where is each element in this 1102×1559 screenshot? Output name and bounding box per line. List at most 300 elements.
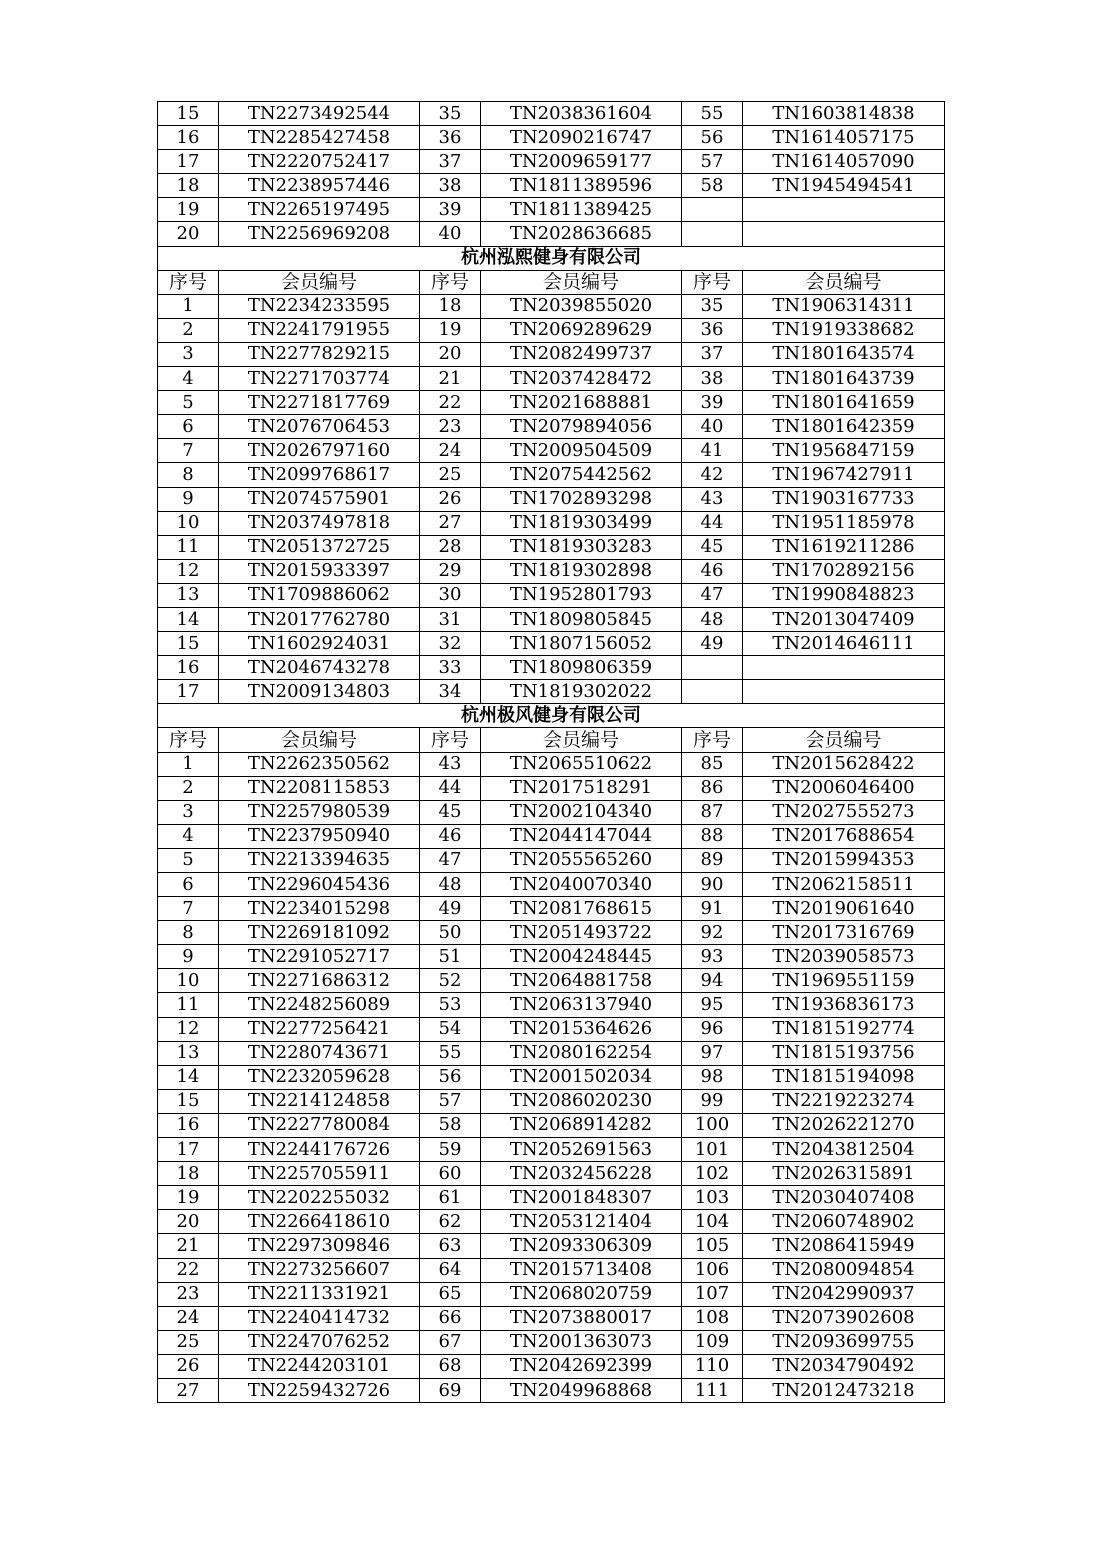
- serial-number-cell: 32: [420, 632, 481, 656]
- serial-number-cell: 12: [158, 1017, 219, 1041]
- serial-number-cell: 15: [158, 102, 219, 126]
- table-row: [158, 559, 945, 583]
- serial-number-cell: 9: [158, 487, 219, 511]
- member-id-cell: TN2034790492: [743, 1354, 945, 1378]
- member-id-cell: [743, 222, 945, 246]
- table-row: [158, 126, 945, 150]
- member-id-cell: TN1903167733: [743, 487, 945, 511]
- member-id-cell: TN2086415949: [743, 1234, 945, 1258]
- table-row: [158, 607, 945, 631]
- member-id-cell: TN1936836173: [743, 993, 945, 1017]
- serial-number-cell: 39: [420, 198, 481, 222]
- serial-number-cell: 67: [420, 1330, 481, 1354]
- table-row: [158, 391, 945, 415]
- serial-number-cell: 105: [682, 1234, 743, 1258]
- table-row: [158, 993, 945, 1017]
- member-id-cell: TN2052691563: [481, 1138, 682, 1162]
- member-id-cell: TN2009504509: [481, 439, 682, 463]
- serial-number-cell: 18: [158, 1162, 219, 1186]
- serial-number-cell: 86: [682, 776, 743, 800]
- serial-number-cell: 44: [420, 776, 481, 800]
- serial-number-cell: 36: [682, 318, 743, 342]
- serial-number-cell: 37: [420, 150, 481, 174]
- member-id-cell: TN2227780084: [219, 1113, 420, 1137]
- member-id-cell: TN2266418610: [219, 1210, 420, 1234]
- serial-number-cell: 17: [158, 1138, 219, 1162]
- serial-number-cell: 27: [420, 511, 481, 535]
- serial-number-cell: 45: [420, 800, 481, 824]
- serial-number-cell: 40: [682, 415, 743, 439]
- serial-number-cell: 9: [158, 945, 219, 969]
- table-row: [158, 1330, 945, 1354]
- table-row: [158, 776, 945, 800]
- member-id-cell: TN1906314311: [743, 294, 945, 318]
- table-row: [158, 583, 945, 607]
- serial-number-cell: 14: [158, 1065, 219, 1089]
- table-row: [158, 945, 945, 969]
- member-id-cell: TN2068914282: [481, 1113, 682, 1137]
- member-id-cell: TN2027555273: [743, 800, 945, 824]
- serial-number-header: 序号: [420, 270, 481, 294]
- serial-number-cell: 63: [420, 1234, 481, 1258]
- serial-number-cell: 13: [158, 1041, 219, 1065]
- serial-number-cell: 23: [420, 415, 481, 439]
- table-row: [158, 439, 945, 463]
- serial-number-cell: 22: [420, 391, 481, 415]
- serial-number-cell: 95: [682, 993, 743, 1017]
- serial-number-cell: 68: [420, 1354, 481, 1378]
- member-id-cell: TN2219223274: [743, 1089, 945, 1113]
- table-row: [158, 1234, 945, 1258]
- member-id-cell: TN1819303499: [481, 511, 682, 535]
- serial-number-cell: 52: [420, 969, 481, 993]
- member-id-cell: TN2248256089: [219, 993, 420, 1017]
- member-id-cell: TN2009659177: [481, 150, 682, 174]
- member-id-cell: TN2046743278: [219, 656, 420, 680]
- member-id-cell: TN1807156052: [481, 632, 682, 656]
- table-row: [158, 800, 945, 824]
- table-row: [158, 1354, 945, 1378]
- serial-number-cell: 92: [682, 921, 743, 945]
- serial-number-cell: 51: [420, 945, 481, 969]
- table-row: [158, 102, 945, 126]
- member-id-cell: TN2026221270: [743, 1113, 945, 1137]
- serial-number-cell: 111: [682, 1378, 743, 1402]
- serial-number-cell: 56: [420, 1065, 481, 1089]
- serial-number-cell: 16: [158, 656, 219, 680]
- member-id-cell: TN2017518291: [481, 776, 682, 800]
- serial-number-cell: 20: [158, 222, 219, 246]
- member-id-cell: TN2262350562: [219, 752, 420, 776]
- serial-number-cell: 65: [420, 1282, 481, 1306]
- member-id-cell: TN2030407408: [743, 1186, 945, 1210]
- table-row: [158, 752, 945, 776]
- member-id-cell: TN2093306309: [481, 1234, 682, 1258]
- serial-number-cell: 44: [682, 511, 743, 535]
- member-id-cell: TN2269181092: [219, 921, 420, 945]
- table-row: [158, 463, 945, 487]
- member-id-cell: TN1614057175: [743, 126, 945, 150]
- serial-number-cell: 90: [682, 873, 743, 897]
- serial-number-cell: 49: [682, 632, 743, 656]
- serial-number-cell: 93: [682, 945, 743, 969]
- serial-number-cell: 61: [420, 1186, 481, 1210]
- member-id-cell: TN2271686312: [219, 969, 420, 993]
- member-id-cell: TN1815193756: [743, 1041, 945, 1065]
- serial-number-cell: 97: [682, 1041, 743, 1065]
- serial-number-cell: 104: [682, 1210, 743, 1234]
- serial-number-cell: 16: [158, 1113, 219, 1137]
- serial-number-cell: 10: [158, 969, 219, 993]
- serial-number-cell: 50: [420, 921, 481, 945]
- member-id-cell: TN2040070340: [481, 873, 682, 897]
- serial-number-cell: 99: [682, 1089, 743, 1113]
- serial-number-cell: 28: [420, 535, 481, 559]
- company-name-title: 杭州泓熙健身有限公司: [158, 246, 945, 270]
- member-id-cell: TN2038361604: [481, 102, 682, 126]
- serial-number-cell: 33: [420, 656, 481, 680]
- member-id-header: 会员编号: [743, 728, 945, 752]
- member-id-cell: TN2234233595: [219, 294, 420, 318]
- serial-number-cell: 3: [158, 342, 219, 366]
- member-id-cell: TN2065510622: [481, 752, 682, 776]
- member-id-cell: TN1945494541: [743, 174, 945, 198]
- serial-number-cell: 15: [158, 1089, 219, 1113]
- serial-number-cell: 40: [420, 222, 481, 246]
- table-row: [158, 1210, 945, 1234]
- member-id-cell: TN2244176726: [219, 1138, 420, 1162]
- member-id-cell: TN2285427458: [219, 126, 420, 150]
- member-id-cell: TN2247076252: [219, 1330, 420, 1354]
- member-id-cell: TN1969551159: [743, 969, 945, 993]
- table-row: [158, 824, 945, 848]
- member-id-cell: TN2060748902: [743, 1210, 945, 1234]
- serial-number-cell: 103: [682, 1186, 743, 1210]
- member-id-cell: TN2002104340: [481, 800, 682, 824]
- table-row: [158, 1089, 945, 1113]
- table-row: [158, 1065, 945, 1089]
- serial-number-cell: 62: [420, 1210, 481, 1234]
- serial-number-cell: 102: [682, 1162, 743, 1186]
- member-id-cell: TN1815192774: [743, 1017, 945, 1041]
- member-id-cell: TN1603814838: [743, 102, 945, 126]
- member-id-cell: TN2015994353: [743, 848, 945, 872]
- member-id-cell: TN2081768615: [481, 897, 682, 921]
- serial-number-cell: 5: [158, 391, 219, 415]
- serial-number-cell: 5: [158, 848, 219, 872]
- member-id-cell: TN1702893298: [481, 487, 682, 511]
- member-id-cell: TN1967427911: [743, 463, 945, 487]
- serial-number-cell: 34: [420, 680, 481, 704]
- member-id-cell: [743, 680, 945, 704]
- member-id-cell: TN2032456228: [481, 1162, 682, 1186]
- member-id-cell: TN2093699755: [743, 1330, 945, 1354]
- member-id-cell: TN2241791955: [219, 318, 420, 342]
- member-id-cell: TN2240414732: [219, 1306, 420, 1330]
- column-header-row: [158, 270, 945, 294]
- member-id-cell: TN2213394635: [219, 848, 420, 872]
- serial-number-cell: 55: [682, 102, 743, 126]
- member-id-header: 会员编号: [219, 270, 420, 294]
- member-id-header: 会员编号: [219, 728, 420, 752]
- serial-number-cell: 1: [158, 752, 219, 776]
- member-id-cell: TN2271817769: [219, 391, 420, 415]
- member-id-cell: TN2080094854: [743, 1258, 945, 1282]
- member-id-cell: TN2017316769: [743, 921, 945, 945]
- serial-number-cell: 60: [420, 1162, 481, 1186]
- table-row: [158, 897, 945, 921]
- serial-number-cell: 57: [682, 150, 743, 174]
- serial-number-cell: 14: [158, 607, 219, 631]
- serial-number-cell: 48: [682, 607, 743, 631]
- member-id-cell: TN1819303283: [481, 535, 682, 559]
- table-row: [158, 535, 945, 559]
- serial-number-header: 序号: [682, 728, 743, 752]
- member-id-cell: TN2019061640: [743, 897, 945, 921]
- member-id-cell: TN2265197495: [219, 198, 420, 222]
- serial-number-cell: 106: [682, 1258, 743, 1282]
- section-title-row: [158, 246, 945, 270]
- serial-number-cell: 53: [420, 993, 481, 1017]
- serial-number-cell: 41: [682, 439, 743, 463]
- member-id-header: 会员编号: [481, 728, 682, 752]
- member-id-cell: TN2042692399: [481, 1354, 682, 1378]
- member-id-cell: TN2244203101: [219, 1354, 420, 1378]
- serial-number-cell: 69: [420, 1378, 481, 1402]
- serial-number-cell: 21: [420, 367, 481, 391]
- member-id-cell: TN2271703774: [219, 367, 420, 391]
- serial-number-cell: 8: [158, 463, 219, 487]
- serial-number-cell: 43: [420, 752, 481, 776]
- member-id-cell: TN1819302898: [481, 559, 682, 583]
- serial-number-header: 序号: [158, 270, 219, 294]
- serial-number-cell: 26: [158, 1354, 219, 1378]
- member-id-cell: TN2291052717: [219, 945, 420, 969]
- member-id-cell: TN1811389596: [481, 174, 682, 198]
- member-id-cell: TN2259432726: [219, 1378, 420, 1402]
- serial-number-cell: 15: [158, 632, 219, 656]
- member-id-cell: TN2238957446: [219, 174, 420, 198]
- table-row: [158, 1186, 945, 1210]
- member-id-cell: TN2202255032: [219, 1186, 420, 1210]
- member-id-cell: TN2028636685: [481, 222, 682, 246]
- member-id-cell: TN2220752417: [219, 150, 420, 174]
- serial-number-cell: 94: [682, 969, 743, 993]
- member-id-cell: TN1809806359: [481, 656, 682, 680]
- serial-number-cell: 45: [682, 535, 743, 559]
- member-id-cell: TN2039855020: [481, 294, 682, 318]
- member-id-cell: TN1956847159: [743, 439, 945, 463]
- member-id-cell: TN2015628422: [743, 752, 945, 776]
- serial-number-cell: 49: [420, 897, 481, 921]
- member-id-cell: TN2053121404: [481, 1210, 682, 1234]
- member-id-cell: TN1801641659: [743, 391, 945, 415]
- member-id-cell: TN2026797160: [219, 439, 420, 463]
- serial-number-cell: 108: [682, 1306, 743, 1330]
- member-id-header: 会员编号: [481, 270, 682, 294]
- table-row: [158, 632, 945, 656]
- serial-number-cell: 89: [682, 848, 743, 872]
- table-row: [158, 680, 945, 704]
- serial-number-cell: 2: [158, 776, 219, 800]
- member-id-cell: TN2037428472: [481, 367, 682, 391]
- serial-number-cell: 22: [158, 1258, 219, 1282]
- company-name-title: 杭州极风健身有限公司: [158, 704, 945, 728]
- member-id-cell: TN1990848823: [743, 583, 945, 607]
- table-row: [158, 656, 945, 680]
- member-id-cell: TN2001848307: [481, 1186, 682, 1210]
- member-id-cell: TN1801643574: [743, 342, 945, 366]
- member-id-cell: TN2006046400: [743, 776, 945, 800]
- member-id-cell: TN2012473218: [743, 1378, 945, 1402]
- member-id-cell: [743, 198, 945, 222]
- member-id-cell: TN2015364626: [481, 1017, 682, 1041]
- serial-number-cell: 11: [158, 993, 219, 1017]
- serial-number-cell: 101: [682, 1138, 743, 1162]
- member-id-cell: TN1614057090: [743, 150, 945, 174]
- serial-number-cell: 66: [420, 1306, 481, 1330]
- serial-number-cell: 56: [682, 126, 743, 150]
- serial-number-cell: 7: [158, 439, 219, 463]
- serial-number-cell: 30: [420, 583, 481, 607]
- serial-number-cell: 1: [158, 294, 219, 318]
- member-id-cell: TN2051372725: [219, 535, 420, 559]
- member-id-cell: TN2021688881: [481, 391, 682, 415]
- serial-number-cell: 39: [682, 391, 743, 415]
- serial-number-cell: 27: [158, 1378, 219, 1402]
- member-id-cell: TN2044147044: [481, 824, 682, 848]
- member-id-cell: TN2009134803: [219, 680, 420, 704]
- member-id-cell: TN2063137940: [481, 993, 682, 1017]
- serial-number-cell: 36: [420, 126, 481, 150]
- serial-number-cell: 107: [682, 1282, 743, 1306]
- member-id-cell: TN2296045436: [219, 873, 420, 897]
- serial-number-cell: 37: [682, 342, 743, 366]
- member-id-cell: TN2297309846: [219, 1234, 420, 1258]
- table-row: [158, 511, 945, 535]
- member-id-cell: TN2017762780: [219, 607, 420, 631]
- member-id-cell: TN2256969208: [219, 222, 420, 246]
- member-id-cell: [743, 656, 945, 680]
- member-id-cell: TN1952801793: [481, 583, 682, 607]
- member-id-cell: TN2076706453: [219, 415, 420, 439]
- serial-number-cell: 54: [420, 1017, 481, 1041]
- serial-number-header: 序号: [420, 728, 481, 752]
- serial-number-cell: 35: [682, 294, 743, 318]
- table-row: [158, 415, 945, 439]
- serial-number-cell: [682, 680, 743, 704]
- member-id-cell: TN2273256607: [219, 1258, 420, 1282]
- serial-number-cell: 21: [158, 1234, 219, 1258]
- table-row: [158, 222, 945, 246]
- member-id-cell: TN2039058573: [743, 945, 945, 969]
- member-id-cell: TN2051493722: [481, 921, 682, 945]
- table-row: [158, 150, 945, 174]
- table-row: [158, 873, 945, 897]
- serial-number-cell: 91: [682, 897, 743, 921]
- member-id-header: 会员编号: [743, 270, 945, 294]
- table-row: [158, 174, 945, 198]
- serial-number-cell: [682, 198, 743, 222]
- member-id-cell: TN2208115853: [219, 776, 420, 800]
- serial-number-cell: 98: [682, 1065, 743, 1089]
- serial-number-cell: 24: [420, 439, 481, 463]
- table-row: [158, 1258, 945, 1282]
- member-id-cell: TN2014646111: [743, 632, 945, 656]
- table-row: [158, 318, 945, 342]
- table-row: [158, 969, 945, 993]
- serial-number-cell: 47: [420, 848, 481, 872]
- serial-number-cell: [682, 656, 743, 680]
- table-row: [158, 1113, 945, 1137]
- serial-number-cell: 47: [682, 583, 743, 607]
- member-id-cell: TN2074575901: [219, 487, 420, 511]
- member-id-cell: TN2257055911: [219, 1162, 420, 1186]
- member-id-cell: TN2082499737: [481, 342, 682, 366]
- member-id-cell: TN2090216747: [481, 126, 682, 150]
- serial-number-cell: 6: [158, 415, 219, 439]
- table-row: [158, 342, 945, 366]
- member-id-cell: TN1809805845: [481, 607, 682, 631]
- member-id-cell: TN2015713408: [481, 1258, 682, 1282]
- member-id-cell: TN2211331921: [219, 1282, 420, 1306]
- serial-number-cell: 64: [420, 1258, 481, 1282]
- member-id-cell: TN1619211286: [743, 535, 945, 559]
- serial-number-cell: 19: [158, 198, 219, 222]
- member-id-cell: TN2062158511: [743, 873, 945, 897]
- serial-number-cell: 25: [158, 1330, 219, 1354]
- serial-number-cell: 109: [682, 1330, 743, 1354]
- member-id-cell: TN2069289629: [481, 318, 682, 342]
- serial-number-header: 序号: [682, 270, 743, 294]
- serial-number-cell: 46: [420, 824, 481, 848]
- member-id-cell: TN2055565260: [481, 848, 682, 872]
- serial-number-cell: 38: [682, 367, 743, 391]
- member-id-cell: TN2042990937: [743, 1282, 945, 1306]
- member-id-cell: TN1811389425: [481, 198, 682, 222]
- serial-number-cell: 18: [420, 294, 481, 318]
- serial-number-cell: 55: [420, 1041, 481, 1065]
- table-row: [158, 1017, 945, 1041]
- member-id-cell: TN2079894056: [481, 415, 682, 439]
- serial-number-cell: 7: [158, 897, 219, 921]
- member-id-cell: TN1819302022: [481, 680, 682, 704]
- member-id-cell: TN2086020230: [481, 1089, 682, 1113]
- serial-number-cell: 31: [420, 607, 481, 631]
- serial-number-cell: 18: [158, 174, 219, 198]
- table-row: [158, 294, 945, 318]
- member-id-cell: TN2214124858: [219, 1089, 420, 1113]
- member-id-cell: TN2277829215: [219, 342, 420, 366]
- serial-number-cell: 38: [420, 174, 481, 198]
- member-id-cell: TN2004248445: [481, 945, 682, 969]
- serial-number-cell: 88: [682, 824, 743, 848]
- table-row: [158, 1378, 945, 1402]
- serial-number-cell: 24: [158, 1306, 219, 1330]
- serial-number-cell: 12: [158, 559, 219, 583]
- member-id-cell: TN2037497818: [219, 511, 420, 535]
- serial-number-cell: 58: [420, 1113, 481, 1137]
- serial-number-cell: 48: [420, 873, 481, 897]
- serial-number-cell: 17: [158, 150, 219, 174]
- table-row: [158, 848, 945, 872]
- serial-number-cell: 42: [682, 463, 743, 487]
- member-id-cell: TN2234015298: [219, 897, 420, 921]
- serial-number-cell: 23: [158, 1282, 219, 1306]
- member-id-cell: TN1815194098: [743, 1065, 945, 1089]
- serial-number-cell: 26: [420, 487, 481, 511]
- member-id-cell: TN2099768617: [219, 463, 420, 487]
